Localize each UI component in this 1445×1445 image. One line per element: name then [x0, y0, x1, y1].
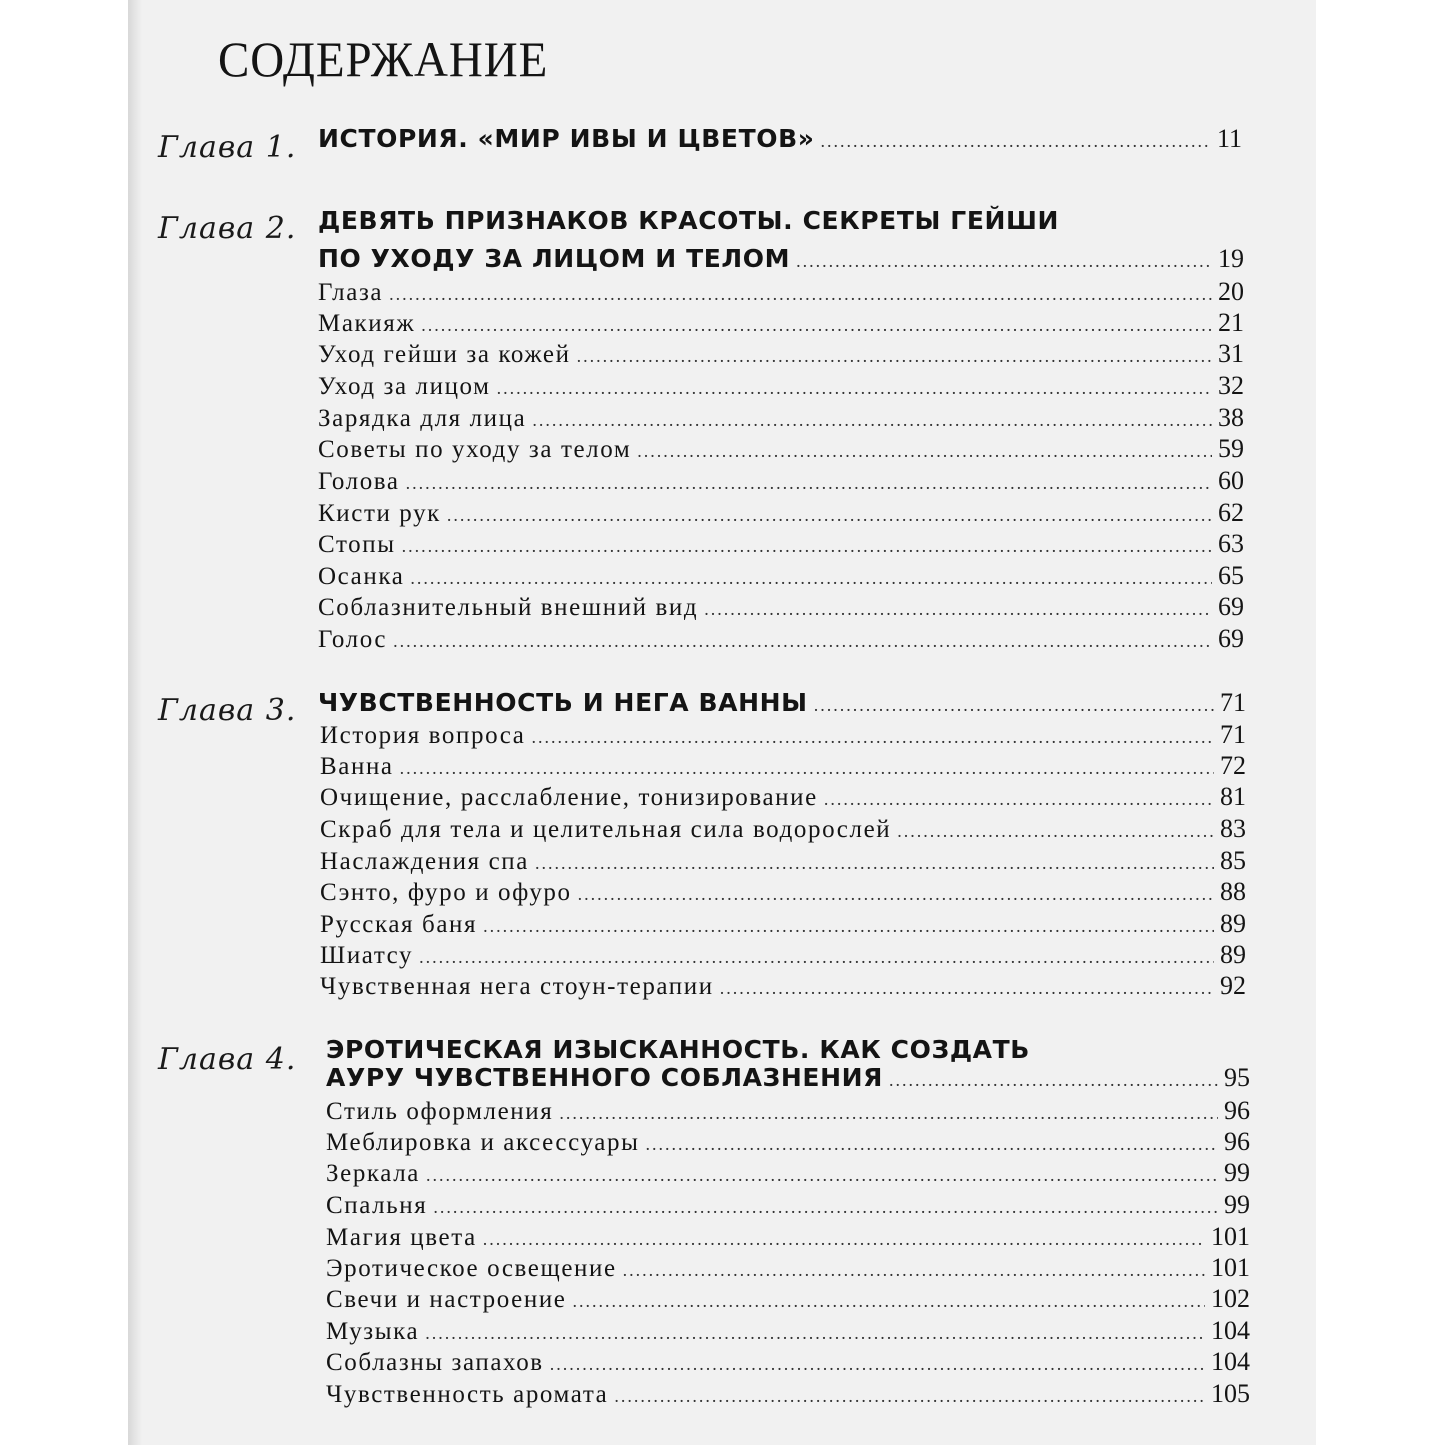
entry-title: Голова [318, 468, 400, 495]
toc-entry [318, 277, 1244, 307]
dot-leader [410, 568, 1212, 589]
toc-entry [326, 1284, 1250, 1314]
page-number: 101 [1211, 1253, 1250, 1282]
page-number: 99 [1224, 1190, 1250, 1219]
toc-entry [320, 782, 1246, 812]
dot-leader [550, 1354, 1205, 1375]
chapter-heading: ЧУВСТВЕННОСТЬ И НЕГА ВАННЫ [318, 688, 808, 717]
entry-title: Макияж [318, 310, 416, 337]
page-number: 102 [1211, 1284, 1250, 1313]
toc-entry [326, 1127, 1250, 1157]
toc-entry [318, 466, 1244, 496]
entry-title: Сэнто, фуро и офуро [320, 879, 572, 906]
chapter-label: Глава 4. [158, 1042, 297, 1077]
entry-title: Русская баня [320, 911, 478, 938]
toc-entry [318, 498, 1244, 528]
page-number: 62 [1218, 498, 1244, 527]
entry-title: Соблазны запахов [326, 1349, 544, 1376]
toc-entry [326, 1379, 1250, 1409]
chapter-heading-row [326, 1063, 1250, 1093]
entry-title: Свечи и настроение [326, 1286, 567, 1313]
dot-leader [637, 441, 1212, 462]
chapter-heading-line: ДЕВЯТЬ ПРИЗНАКОВ КРАСОТЫ. СЕКРЕТЫ ГЕЙШИ [318, 206, 1060, 235]
dot-leader [645, 1134, 1218, 1155]
page-number: 65 [1218, 561, 1244, 590]
page-number: 11 [1216, 124, 1242, 153]
dot-leader [497, 378, 1212, 399]
page-number: 89 [1220, 940, 1246, 969]
entry-title: Меблировка и аксессуары [326, 1129, 640, 1156]
toc-entry [318, 434, 1244, 464]
dot-leader [814, 695, 1214, 716]
dot-leader [796, 251, 1212, 272]
dot-leader [532, 410, 1212, 431]
dot-leader [720, 978, 1214, 999]
page-number: 69 [1218, 624, 1244, 653]
page-number: 63 [1218, 529, 1244, 558]
dot-leader [426, 1165, 1218, 1186]
toc-entry [318, 308, 1244, 338]
dot-leader [406, 473, 1212, 494]
dot-leader [433, 1197, 1218, 1218]
toc-entry [320, 877, 1246, 907]
right-margin [1316, 0, 1445, 1445]
dot-leader [824, 789, 1214, 810]
toc-entry [318, 371, 1244, 401]
toc-entry [320, 846, 1246, 876]
toc-entry [326, 1096, 1250, 1126]
page-number: 99 [1224, 1158, 1250, 1187]
page-number: 104 [1211, 1347, 1250, 1376]
chapter-heading-row [318, 244, 1244, 274]
toc-entry [318, 403, 1244, 433]
toc-entry [320, 940, 1246, 970]
chapter-heading: ПО УХОДУ ЗА ЛИЦОМ И ТЕЛОМ [318, 244, 791, 273]
entry-title: Соблазнительный внешний вид [318, 594, 699, 621]
toc-entry [326, 1316, 1250, 1346]
entry-title: Шиатсу [320, 942, 414, 969]
dot-leader [535, 853, 1214, 874]
entry-title: Магия цвета [326, 1224, 477, 1251]
entry-title: Стиль оформления [326, 1098, 554, 1125]
page-number: 21 [1218, 308, 1244, 337]
dot-leader [704, 599, 1212, 620]
page-number: 71 [1220, 720, 1246, 749]
toc-entry [326, 1253, 1250, 1283]
entry-title: Скраб для тела и целительная сила водорослей [320, 816, 892, 843]
toc-entry [326, 1347, 1250, 1377]
page-number: 104 [1211, 1316, 1250, 1345]
page-number: 92 [1220, 971, 1246, 1000]
entry-title: Эротическое освещение [326, 1255, 617, 1282]
page-number: 32 [1218, 371, 1244, 400]
toc-entry [320, 751, 1246, 781]
dot-leader [623, 1260, 1205, 1281]
dot-leader [447, 505, 1212, 526]
page-number: 72 [1220, 751, 1246, 780]
entry-title: Осанка [318, 563, 405, 590]
entry-title: Зарядка для лица [318, 405, 527, 432]
page-number: 31 [1218, 339, 1244, 368]
toc-entry [318, 624, 1244, 654]
dot-leader [559, 1103, 1218, 1124]
entry-title: Чувственность аромата [326, 1381, 609, 1408]
toc-entry [326, 1190, 1250, 1220]
chapter-heading: ИСТОРИЯ. «МИР ИВЫ И ЦВЕТОВ» [318, 124, 815, 153]
toc-entry [320, 909, 1246, 939]
toc-entry [318, 339, 1244, 369]
dot-leader [425, 1323, 1205, 1344]
dot-leader [389, 284, 1212, 305]
page-number: 81 [1220, 782, 1246, 811]
entry-title: Уход гейши за кожей [318, 341, 571, 368]
entry-title: История вопроса [320, 722, 526, 749]
page-number: 60 [1218, 466, 1244, 495]
toc-entry [326, 1222, 1250, 1252]
dot-leader [889, 1070, 1218, 1091]
dot-leader [897, 821, 1214, 842]
page-title: СОДЕРЖАНИЕ [218, 31, 549, 87]
page-number: 85 [1220, 846, 1246, 875]
toc-entry [318, 561, 1244, 591]
dot-leader [483, 916, 1214, 937]
toc-entry [318, 592, 1244, 622]
page-number: 101 [1211, 1222, 1250, 1251]
dot-leader [578, 884, 1214, 905]
dot-leader [821, 131, 1211, 152]
entry-title: Наслаждения спа [320, 848, 529, 875]
page-number: 89 [1220, 909, 1246, 938]
toc-entry [326, 1158, 1250, 1188]
chapter-heading-row [318, 124, 1242, 154]
entry-title: Кисти рук [318, 500, 441, 527]
page-number: 71 [1220, 688, 1246, 717]
dot-leader [400, 758, 1214, 779]
left-margin [0, 0, 128, 1445]
entry-title: Голос [318, 626, 388, 653]
entry-title: Спальня [326, 1192, 428, 1219]
toc-entry [318, 529, 1244, 559]
page-number: 88 [1220, 877, 1246, 906]
entry-title: Очищение, расслабление, тонизирование [320, 784, 818, 811]
dot-leader [421, 315, 1212, 336]
chapter-heading: АУРУ ЧУВСТВЕННОГО СОБЛАЗНЕНИЯ [326, 1063, 883, 1092]
dot-leader [532, 727, 1214, 748]
page-number: 19 [1218, 244, 1244, 273]
dot-leader [577, 346, 1212, 367]
entry-title: Советы по уходу за телом [318, 436, 632, 463]
toc-entry [320, 720, 1246, 750]
page-number: 96 [1224, 1127, 1250, 1156]
page-number: 95 [1224, 1063, 1250, 1092]
entry-title: Зеркала [326, 1160, 420, 1187]
entry-title: Чувственная нега стоун-терапии [320, 973, 714, 1000]
page-edge-shadow [128, 0, 142, 1445]
page-number: 59 [1218, 434, 1244, 463]
dot-leader [402, 536, 1212, 557]
chapter-label: Глава 3. [158, 693, 297, 728]
toc-entry [320, 971, 1246, 1001]
dot-leader [573, 1291, 1206, 1312]
entry-title: Музыка [326, 1318, 420, 1345]
dot-leader [483, 1229, 1205, 1250]
toc-entry [320, 814, 1246, 844]
chapter-label: Глава 1. [158, 130, 297, 165]
entry-title: Стопы [318, 531, 396, 558]
chapter-label: Глава 2. [158, 211, 297, 246]
page-number: 83 [1220, 814, 1246, 843]
entry-title: Уход за лицом [318, 373, 491, 400]
page-number: 96 [1224, 1096, 1250, 1125]
page-number: 105 [1211, 1379, 1250, 1408]
entry-title: Ванна [320, 753, 394, 780]
page-number: 20 [1218, 277, 1244, 306]
page-number: 69 [1218, 592, 1244, 621]
entry-title: Глаза [318, 279, 384, 306]
page-number: 38 [1218, 403, 1244, 432]
dot-leader [393, 631, 1212, 652]
chapter-heading-row [318, 688, 1246, 718]
chapter-heading-line: ЭРОТИЧЕСКАЯ ИЗЫСКАННОСТЬ. КАК СОЗДАТЬ [326, 1035, 1030, 1064]
dot-leader [419, 947, 1214, 968]
dot-leader [614, 1386, 1205, 1407]
